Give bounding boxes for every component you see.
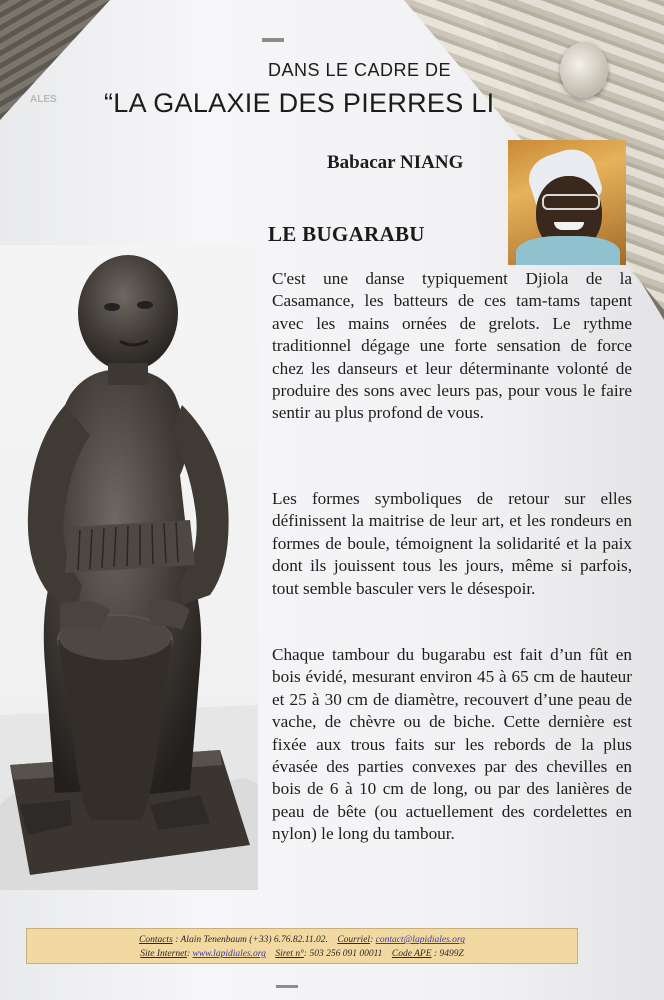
email-link[interactable]: contact@lapidiales.org [375,935,466,945]
drummer-sculpture-illustration [0,245,258,890]
sculpture-photo [0,245,258,890]
header-fragment-left: ALES [30,94,57,105]
paragraph-1: C'est une danse typiquement Djiola de la Casamance, les batteurs de ces tam-tams tapent avec les mains ornées de grelots. Le rythme traditionnel dégage une forte sensation de force chez les danseurs et leur déterminante volonté de produire des sons avec leurs pas, pour vous le faire sentir au plus profond de vous. [272,269,632,423]
header-line-2: “LA GALAXIE DES PIERRES LI [104,88,495,118]
ape-label: Code APE [391,949,432,959]
contact-banner [26,928,578,964]
stone-disc [560,42,608,98]
siret-value: 503 256 091 00011 [309,949,383,959]
section-title: LE BUGARABU [268,222,425,246]
website-link[interactable]: www.lapidiales.org [192,949,266,959]
contacts-value: : Alain Tenenbaum (+33) 6.76.82.11.02. [175,935,328,945]
site-label: Site Internet [140,949,187,959]
portrait-smile [554,222,584,230]
contact-row-1: Contacts : Alain Tenenbaum (+33) 6.76.82.11.02. Courriel: contact@lapidiales.org [138,935,466,945]
ape-value: : 9499Z [433,949,464,959]
author-name: Babacar NIANG [327,152,464,173]
siret-label: Siret n° [275,949,304,959]
contacts-label: Contacts [138,935,173,945]
portrait-glasses [542,194,600,210]
paragraph-2: Les formes symboliques de retour sur elles définissent la maitrise de leur art, et les rondeurs en formes de boule, témoignent la solidarité et la paix dont ils jouissent tous les jours, même si parfois, tout semble basculer vers le désespoir. [272,489,632,598]
contact-row-2: Site Internet: www.lapidiales.org Siret n°: 503 256 091 00011 Code APE : 9499Z [140,949,464,959]
panel-mount-bottom [276,985,298,988]
header-line-1: DANS LE CADRE DE [268,60,452,80]
courriel-label: Courriel [337,935,371,945]
author-portrait [508,140,626,265]
paragraph-3: Chaque tambour du bugarabu est fait d’un fût en bois évidé, mesurant environ 45 à 65 cm de hauteur et 25 à 30 cm de diamètre, recouvert d’une peau de vache, de chèvre ou de biche. Cette dernière est fixée aux trous faits sur les rebords de la plus évasée des parties convexes par des chevilles en bois de 6 à 10 cm de long, ou par des lanières de peau de bête (ou actuellement des cordelettes en nylon) le long du tambour. [272,645,632,844]
panel-mount-top [262,38,284,42]
portrait-collar [516,236,620,265]
